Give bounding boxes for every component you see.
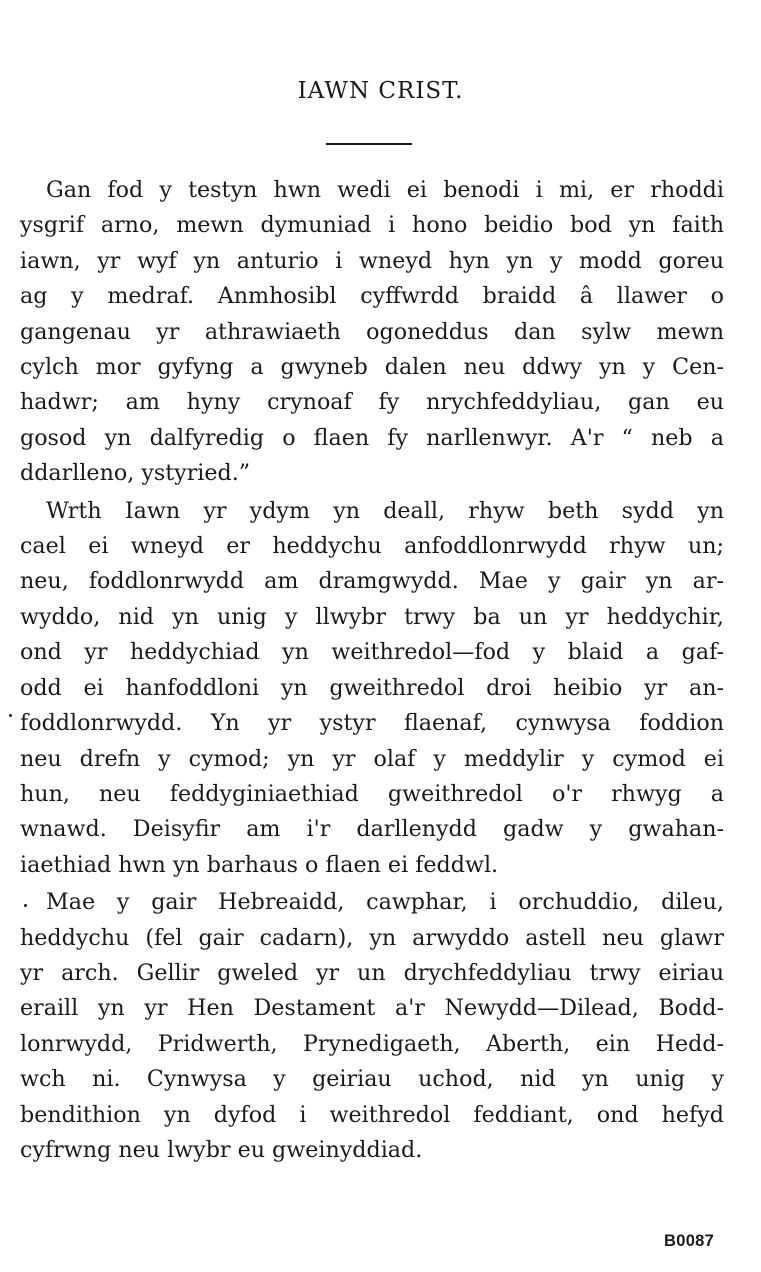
title-rule [326, 143, 412, 145]
text-line: ag y medraf. Anmhosibl cyffwrdd braidd â llawer o [20, 283, 724, 310]
text-line: neu drefn y cymod; yn yr olaf y meddylir y cymod ei [20, 745, 724, 772]
text-line: wyddo, nid yn unig y llwybr trwy ba un yr heddychir, [20, 603, 724, 630]
text-line: hun, neu feddyginiaethiad gweithredol o'r rhwyg a [20, 780, 724, 807]
text-line: ysgrif arno, mewn dymuniad i hono beidio bod yn faith [20, 212, 724, 239]
text-line: wnawd. Deisyfir am i'r darllenydd gadw y gwahan- [20, 816, 724, 843]
text-line: lonrwydd, Pridwerth, Prynedigaeth, Aberth, ein Hedd- [20, 1030, 724, 1057]
text-line: Mae y gair Hebreaidd, cawphar, i orchuddio, dileu, [46, 889, 724, 916]
text-line: foddlonrwydd. Yn yr ystyr flaenaf, cynwysa foddion [20, 710, 724, 737]
body-text [20, 173, 724, 1168]
text-line: yr arch. Gellir gweled yr un drychfeddyliau trwy eiriau [20, 959, 724, 986]
text-line: iawn, yr wyf yn anturio i wneyd hyn yn y modd goreu [20, 247, 724, 274]
scan-speck [9, 714, 12, 717]
text-line: ond yr heddychiad yn weithredol—fod y blaid a gaf- [20, 639, 724, 666]
text-line: Gan fod y testyn hwn wedi ei benodi i mi, er rhoddi [46, 177, 724, 203]
text-line: cyfrwng neu lwybr eu gweinyddiad. [20, 1136, 423, 1163]
page-id-label: B0087 [664, 1232, 715, 1250]
text-line: iaethiad hwn yn barhaus o flaen ei feddwl. [20, 851, 499, 878]
text-line: hadwr; am hyny crynoaf fy nrychfeddyliau, gan eu [20, 389, 724, 416]
text-line: cylch mor gyfyng a gwyneb dalen neu ddwy yn y Cen- [20, 354, 724, 381]
page-title: IAWN CRIST. [297, 78, 464, 104]
text-line: ddarlleno, ystyried.” [20, 460, 251, 487]
text-line: wch ni. Cynwysa y geiriau uchod, nid yn unig y [20, 1066, 724, 1093]
scan-speck [24, 904, 27, 907]
text-line: gangenau yr athrawiaeth ogoneddus dan sylw mewn [20, 318, 724, 345]
text-line: Wrth Iawn yr ydym yn deall, rhyw beth sydd yn [46, 497, 724, 524]
text-line: neu, foddlonrwydd am dramgwydd. Mae y gair yn ar- [20, 568, 724, 595]
text-line: gosod yn dalfyredig o flaen fy narllenwyr. A'r “ neb a [20, 424, 724, 451]
text-line: cael ei wneyd er heddychu anfoddlonrwydd rhyw un; [20, 533, 724, 560]
text-line: heddychu (fel gair cadarn), yn arwyddo astell neu glawr [20, 924, 724, 951]
text-line: eraill yn yr Hen Destament a'r Newydd—Dilead, Bodd- [20, 995, 724, 1022]
text-line: odd ei hanfoddloni yn gweithredol droi heibio yr an- [20, 674, 724, 701]
text-line: bendithion yn dyfod i weithredol feddiant, ond hefyd [20, 1101, 724, 1128]
